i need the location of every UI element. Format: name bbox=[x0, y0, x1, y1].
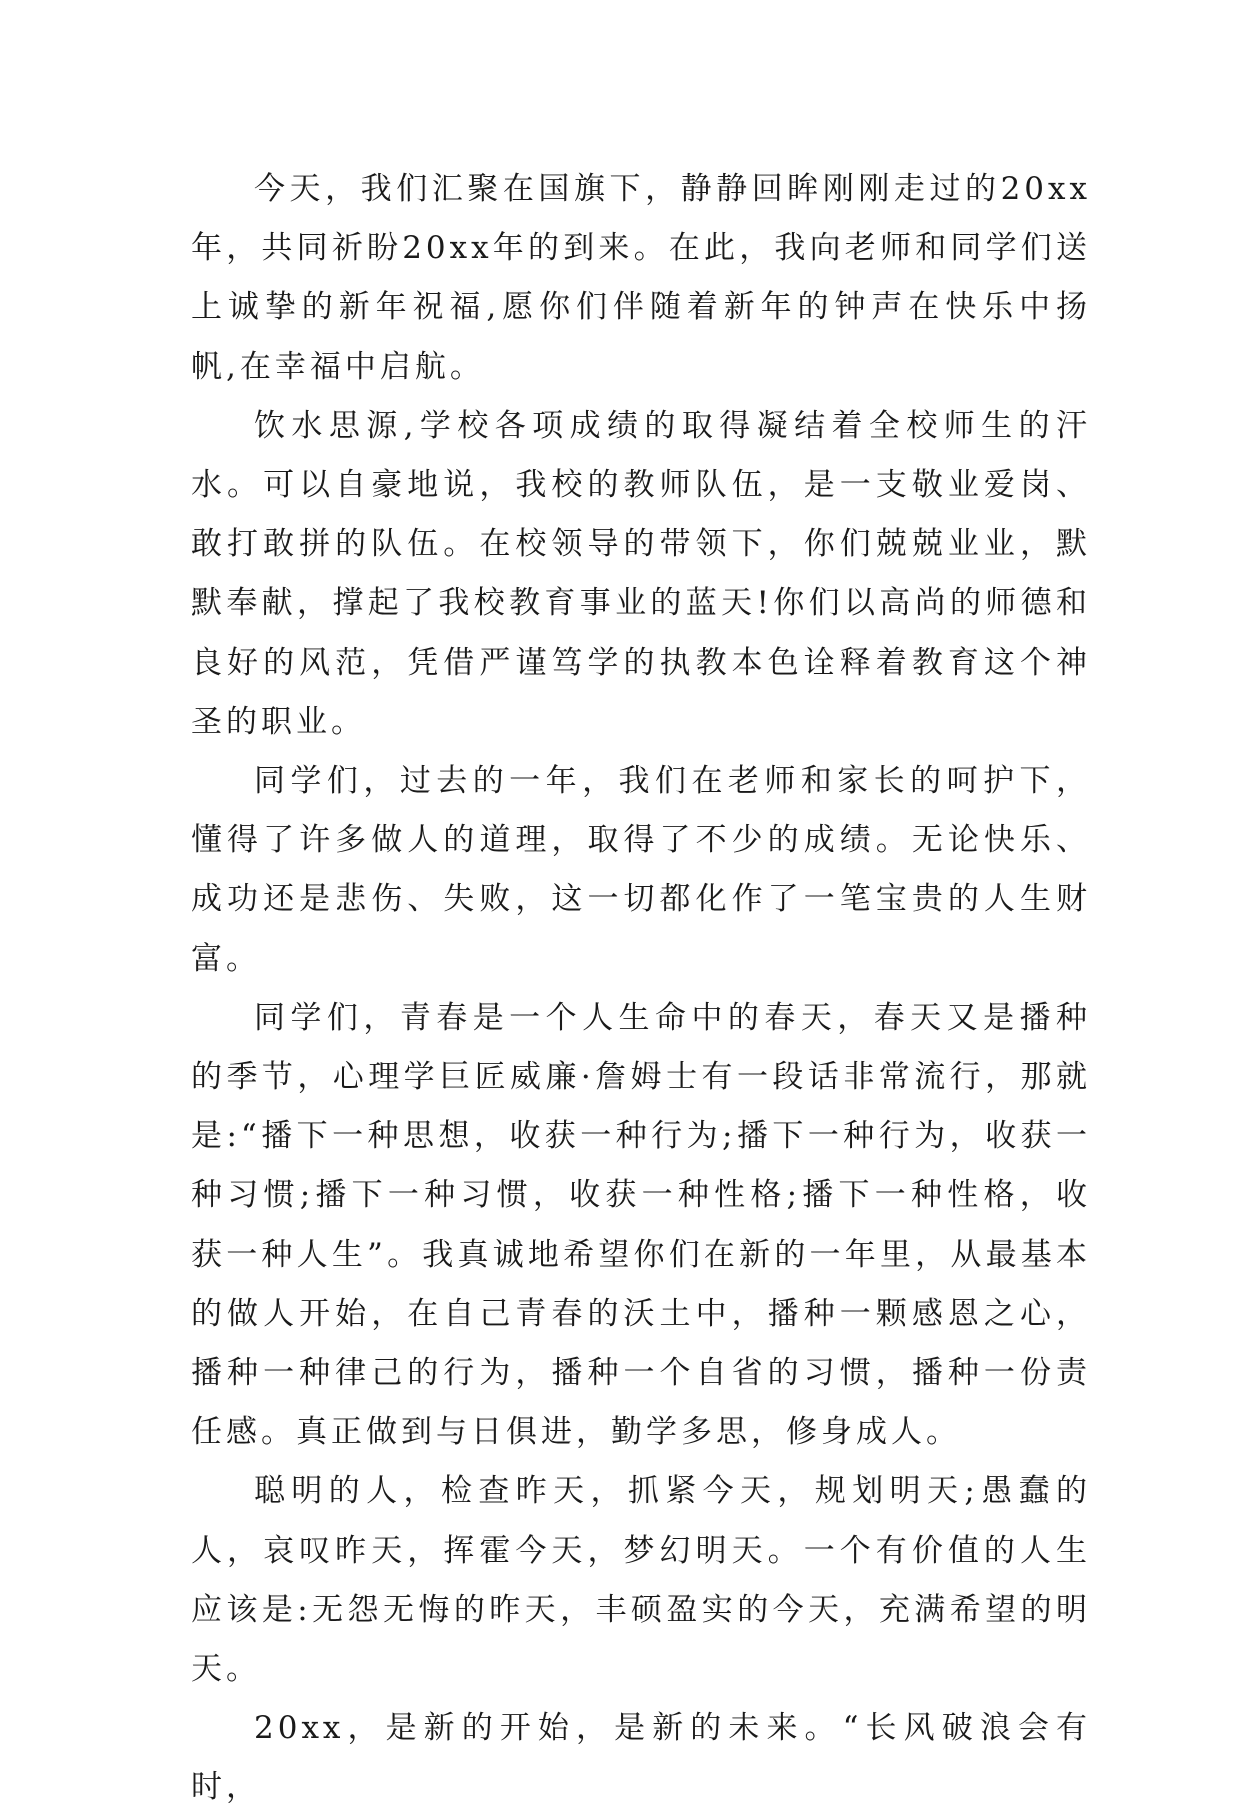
paragraph-5: 聪明的人，检查昨天，抓紧今天，规划明天;愚蠢的人，哀叹昨天，挥霍今天，梦幻明天。一个有价值的人生应该是:无怨无悔的昨天，丰硕盈实的今天，充满希望的明天。 bbox=[191, 1473, 1091, 1688]
paragraph-1: 今天，我们汇聚在国旗下，静静回眸刚刚走过的20xx年，共同祈盼20xx年的到来。在此，我向老师和同学们送上诚挚的新年祝福,愿你们伴随着新年的钟声在快乐中扬帆,在幸福中启航。 bbox=[191, 171, 1091, 385]
paragraph-4: 同学们，青春是一个人生命中的春天，春天又是播种的季节，心理学巨匠威廉·詹姆士有一段话非常流行，那就是:“播下一种思想，收获一种行为;播下一种行为，收获一种习惯;播下一种习惯，收获一种性格;播下一种性格，收获一种人生”。我真诚地希望你们在新的一年里，从最基本的做人开始，在自己青春的沃土中，播种一颗感恩之心，播种一种律己的行为，播种一个自省的习惯，播种一份责任感。真正做到与日俱进，勤学多思，修身成人。 bbox=[191, 999, 1091, 1451]
paragraph-2: 饮水思源,学校各项成绩的取得凝结着全校师生的汗水。可以自豪地说，我校的教师队伍，是一支敬业爱岗、敢打敢拼的队伍。在校领导的带领下，你们兢兢业业，默默奉献，撑起了我校教育事业的蓝天!你们以高尚的师德和良好的风范，凭借严谨笃学的执教本色诠释着教育这个神圣的职业。 bbox=[191, 407, 1091, 740]
document-body bbox=[191, 160, 1091, 1818]
paragraph-3: 同学们，过去的一年，我们在老师和家长的呵护下，懂得了许多做人的道理，取得了不少的成绩。无论快乐、成功还是悲伤、失败，这一切都化作了一笔宝贵的人生财富。 bbox=[191, 763, 1091, 977]
paragraph-6: 20xx，是新的开始，是新的未来。“长风破浪会有时， bbox=[191, 1710, 1091, 1806]
